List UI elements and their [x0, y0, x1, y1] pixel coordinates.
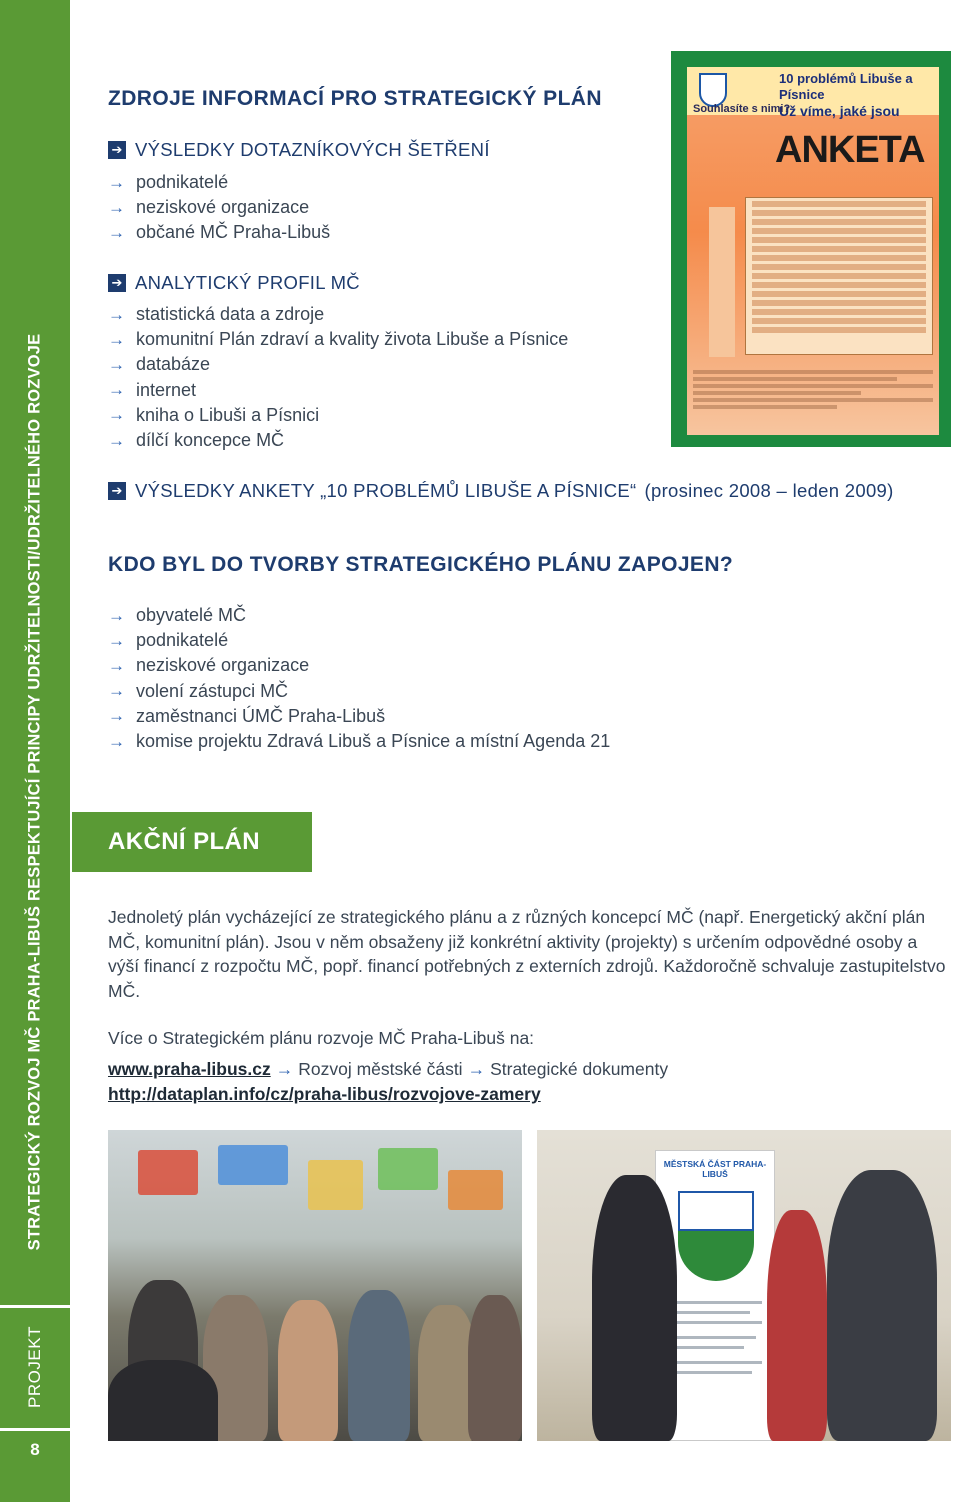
box-arrow-icon: ➔ [108, 482, 126, 500]
wall-drawing [138, 1150, 198, 1195]
poster-checklist [745, 197, 933, 355]
action-plan-banner: AKČNÍ PLÁN [72, 812, 312, 872]
arrow-right-icon: → [108, 706, 125, 726]
arrow-right-icon: → [108, 222, 125, 242]
sidebar-divider [0, 1305, 70, 1308]
arrow-right-icon: → [108, 197, 125, 217]
list-item: → databáze [108, 354, 211, 375]
list-item: → podnikatelé [108, 172, 229, 193]
page-number: 8 [30, 1440, 40, 1459]
arrow-right-icon: → [108, 354, 125, 374]
arrow-right-icon: → [108, 655, 125, 675]
arrow-right-icon: → [108, 405, 125, 425]
vertical-title: STRATEGICKÝ ROZVOJ MČ PRAHA-LIBUŠ RESPEKTUJÍCÍ PRINCIPY UDRŽITELNOSTI/UDRŽITELNÉHO ROZVOJE [25, 333, 44, 1251]
sidebar-divider [0, 1428, 70, 1431]
poster-footer [693, 367, 933, 423]
presenter [592, 1175, 677, 1441]
arrow-right-icon: → [108, 430, 125, 450]
action-plan-paragraph: Jednoletý plán vycházející ze strategického plánu a z různých koncepcí MČ (např. Energetický akční plán MČ, komunitní plán). Jsou v něm obsaženy již konkrétní aktivity (projekty) s určením odpovědné osoby a výší financí z rozpočtu MČ, popř. financí potřebných z externích zdrojů. Každoročně schvaluje zastupitelstvo MČ. [108, 907, 946, 1001]
list-item: → občané MČ Praha-Libuš [108, 222, 331, 243]
participants-heading: KDO BYL DO TVORBY STRATEGICKÉHO PLÁNU ZAPOJEN? [108, 553, 734, 576]
sources-heading: ZDROJE INFORMACÍ PRO STRATEGICKÝ PLÁN [108, 87, 602, 110]
arrow-right-icon: → [108, 731, 125, 751]
poster-question: Souhlasíte s nimi? [693, 103, 791, 115]
poster-body [687, 67, 939, 435]
list-item: → neziskové organizace [108, 197, 310, 218]
group-heading-surveys: ➔ VÝSLEDKY DOTAZNÍKOVÝCH ŠETŘENÍ [108, 139, 490, 161]
arrow-right-icon: → [108, 329, 125, 349]
box-arrow-icon: ➔ [108, 141, 126, 159]
shield-icon [699, 73, 727, 107]
dataplan-link[interactable]: http://dataplan.info/cz/praha-libus/rozvojove-zamery [108, 1084, 541, 1104]
arrow-right-icon: → [467, 1059, 486, 1079]
presenters-photo [537, 1130, 951, 1441]
anketa-poster [671, 51, 951, 447]
list-item: → kniha o Libuši a Písnici [108, 404, 320, 425]
presenter [827, 1170, 937, 1441]
banner-title: MĚSTSKÁ ČÁST PRAHA-LIBUŠ [663, 1159, 767, 1179]
more-info-text: Více o Strategickém plánu rozvoje MČ Praha-Libuš na: [108, 1028, 535, 1048]
audience-member [468, 1295, 522, 1441]
wall-drawing [448, 1170, 503, 1210]
audience-member [278, 1300, 338, 1441]
arrow-right-icon: → [108, 605, 125, 625]
list-item: → volení zástupci MČ [108, 680, 289, 701]
audience-member [348, 1290, 410, 1441]
arrow-right-icon: → [108, 304, 125, 324]
poster-title: 10 problémů Libuše a Písnice Už víme, jaké jsou [779, 71, 913, 119]
list-item: → statistická data a zdroje [108, 304, 325, 325]
wall-drawing [308, 1160, 363, 1210]
list-item: → komunitní Plán zdraví a kvality života Libuše a Písnice [108, 329, 569, 350]
profile-list [108, 302, 568, 453]
survey-results-heading: ➔ VÝSLEDKY ANKETY „10 PROBLÉMŮ LIBUŠE A PÍSNICE“ (prosinec 2008 – leden 2009) [108, 480, 894, 502]
meeting-photo [108, 1130, 522, 1441]
list-item: → dílčí koncepce MČ [108, 430, 285, 451]
list-item: → zaměstnanci ÚMČ Praha-Libuš [108, 705, 386, 726]
wall-drawing [218, 1145, 288, 1185]
coat-of-arms-icon [678, 1191, 754, 1281]
link-path-1: Rozvoj městské části [298, 1059, 463, 1079]
arrow-right-icon: → [275, 1059, 294, 1079]
list-item: → neziskové organizace [108, 655, 310, 676]
list-item: → podnikatelé [108, 630, 229, 651]
list-item: → komise projektu Zdravá Libuš a Písnice a místní Agenda 21 [108, 731, 611, 752]
box-arrow-icon: ➔ [108, 274, 126, 292]
arrow-right-icon: → [108, 630, 125, 650]
arrow-right-icon: → [108, 172, 125, 192]
wall-drawing [378, 1148, 438, 1190]
audience-member [108, 1360, 218, 1441]
poster-big-word: ANKETA [775, 129, 925, 171]
surveys-list [108, 170, 330, 246]
list-item: → obyvatelé MČ [108, 605, 247, 626]
group-heading-profile: ➔ ANALYTICKÝ PROFIL MČ [108, 272, 360, 294]
arrow-right-icon: → [108, 681, 125, 701]
arrow-right-icon: → [108, 380, 125, 400]
presenter [767, 1210, 827, 1441]
link-path-2: Strategické dokumenty [490, 1059, 669, 1079]
links-block [108, 1057, 668, 1107]
website-link[interactable]: www.praha-libus.cz [108, 1059, 271, 1079]
participants-list [108, 603, 610, 754]
list-item: → internet [108, 379, 197, 400]
poster-side-label [709, 207, 735, 357]
